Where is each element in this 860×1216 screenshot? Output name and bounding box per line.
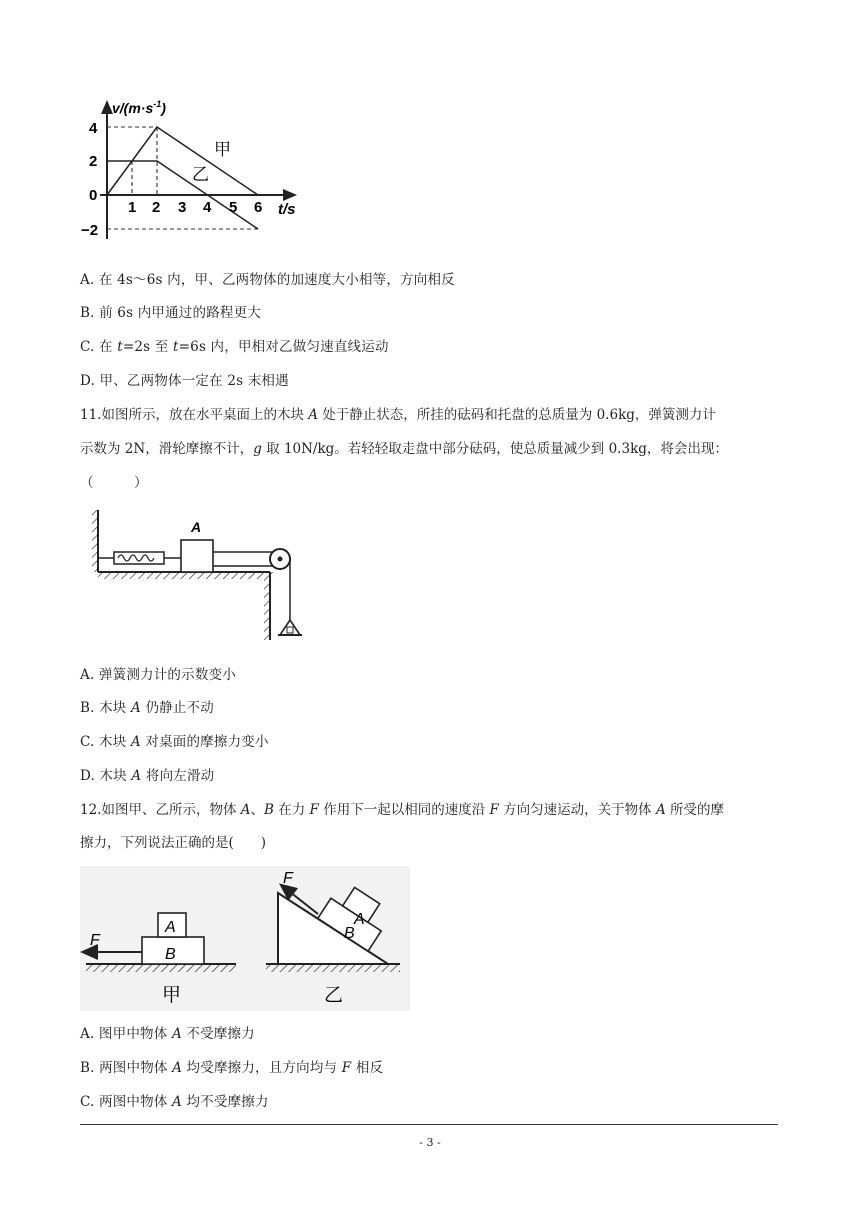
q10-option-a: A. 在 4s～6s 内，甲、乙两物体的加速度大小相等，方向相反 bbox=[80, 272, 455, 288]
x-tick: 4 bbox=[203, 199, 212, 216]
velocity-time-graph bbox=[80, 96, 310, 246]
q12-option-a bbox=[80, 1024, 255, 1044]
italic-var: A bbox=[130, 734, 141, 750]
series-yi-label: 乙 bbox=[192, 165, 209, 184]
q11-answer-blank: （ ） bbox=[80, 475, 148, 491]
q10-option-c bbox=[80, 337, 389, 357]
x-tick: 2 bbox=[152, 199, 161, 216]
y-tick: 4 bbox=[89, 120, 98, 137]
q11-option-b bbox=[80, 698, 214, 718]
text: 将向左滑动 bbox=[141, 768, 215, 784]
q11-option-c bbox=[80, 732, 269, 752]
text: 相反 bbox=[351, 1060, 384, 1076]
text: C. 两图中物体 bbox=[80, 1094, 173, 1110]
italic-var: A bbox=[131, 700, 141, 716]
q11-option-a: A. 弹簧测力计的示数变小 bbox=[80, 667, 236, 683]
q11-figure bbox=[90, 508, 320, 646]
italic-var: A bbox=[172, 1060, 183, 1076]
italic-var: t bbox=[117, 339, 123, 355]
text: 均不受摩擦力 bbox=[181, 1094, 269, 1110]
y-tick: 0 bbox=[89, 187, 98, 204]
text: B. 木块 bbox=[80, 700, 131, 716]
italic-var: F bbox=[489, 802, 499, 818]
italic-var: A bbox=[240, 802, 251, 818]
text: 方向匀速运动，关于物体 bbox=[498, 802, 656, 818]
text: =2s 至 bbox=[122, 339, 173, 355]
x-tick: 3 bbox=[178, 199, 187, 216]
block-b-label: B bbox=[165, 946, 176, 963]
italic-var: A bbox=[171, 1026, 182, 1042]
text: 在力 bbox=[273, 802, 310, 818]
block-b-label: B bbox=[344, 925, 355, 942]
footer-rule bbox=[80, 1124, 778, 1125]
italic-var: A bbox=[308, 407, 319, 423]
page-number: - 3 - bbox=[419, 1136, 441, 1149]
ground-yi bbox=[266, 964, 400, 972]
y-axis-label: $v/(m\cdot s^{-1})$ bbox=[112, 99, 166, 116]
text: 所受的摩 bbox=[665, 802, 725, 818]
text: C. 在 bbox=[80, 339, 118, 355]
text: 12.如图甲、乙所示，物体 bbox=[80, 802, 241, 818]
italic-var: F bbox=[341, 1060, 352, 1076]
italic-var: B bbox=[264, 802, 274, 818]
text: 处于静止状态，所挂的砝码和托盘的总质量为 0.6kg，弹簧测力计 bbox=[318, 407, 716, 423]
x-tick: 6 bbox=[254, 199, 263, 216]
text: 对桌面的摩擦力变小 bbox=[140, 734, 269, 750]
q12-option-c bbox=[80, 1092, 269, 1112]
y-tick: 2 bbox=[89, 153, 98, 170]
q12-figure bbox=[80, 866, 410, 1011]
q10-option-b: B. 前 6s 内甲通过的路程更大 bbox=[80, 305, 262, 321]
q11-stem-line2 bbox=[80, 439, 728, 459]
figure-label-jia: 甲 bbox=[162, 985, 182, 1006]
q12-option-b bbox=[80, 1058, 383, 1078]
italic-var: A bbox=[655, 802, 666, 818]
text: D. 木块 bbox=[80, 768, 132, 784]
force-label-jia: F bbox=[90, 932, 100, 949]
italic-var: F bbox=[309, 802, 319, 818]
q12-stem-line1 bbox=[80, 800, 724, 820]
text: 示数为 2N，滑轮摩擦不计， bbox=[80, 441, 254, 457]
q11-option-d bbox=[80, 766, 214, 786]
force-label-yi: F bbox=[283, 870, 293, 887]
x-tick: 5 bbox=[229, 199, 238, 216]
spring-scale bbox=[114, 552, 164, 564]
text: C. 木块 bbox=[80, 734, 131, 750]
block-a-label: A bbox=[165, 919, 176, 936]
text: 不受摩擦力 bbox=[181, 1026, 255, 1042]
italic-var: A bbox=[131, 768, 142, 784]
q10-option-d: D. 甲、乙两物体一定在 2s 末相遇 bbox=[80, 373, 289, 389]
text: 仍静止不动 bbox=[140, 700, 214, 716]
y-tick: −2 bbox=[81, 222, 99, 239]
italic-var: A bbox=[172, 1094, 182, 1110]
text: 均受摩擦力，且方向均与 bbox=[182, 1060, 342, 1076]
x-axis-label: t/s bbox=[278, 201, 296, 218]
x-tick: 1 bbox=[128, 199, 137, 216]
series-jia-label: 甲 bbox=[214, 140, 231, 159]
q12-stem-line2: 擦力，下列说法正确的是( ) bbox=[80, 835, 267, 851]
block-a-label: A bbox=[191, 519, 202, 535]
ground-jia bbox=[86, 964, 236, 972]
italic-var: t bbox=[173, 339, 179, 355]
block-a bbox=[181, 540, 213, 572]
text: 、 bbox=[250, 802, 265, 818]
text: 作用下一起以相同的速度沿 bbox=[318, 802, 490, 818]
text: 11.如图所示，放在水平桌面上的木块 bbox=[80, 407, 309, 423]
text: A. 图甲中物体 bbox=[80, 1026, 172, 1042]
text: B. 两图中物体 bbox=[80, 1060, 173, 1076]
q11-stem-line1 bbox=[80, 405, 716, 425]
figure-label-yi: 乙 bbox=[324, 985, 344, 1006]
text: =6s 内，甲相对乙做匀速直线运动 bbox=[178, 339, 389, 355]
italic-var: g bbox=[253, 441, 262, 457]
block-a-label: A bbox=[354, 911, 365, 928]
text: 取 10N/kg。若轻轻取走盘中部分砝码，使总质量减少到 0.3kg，将会出现： bbox=[261, 441, 728, 457]
table-hatch bbox=[98, 572, 274, 579]
